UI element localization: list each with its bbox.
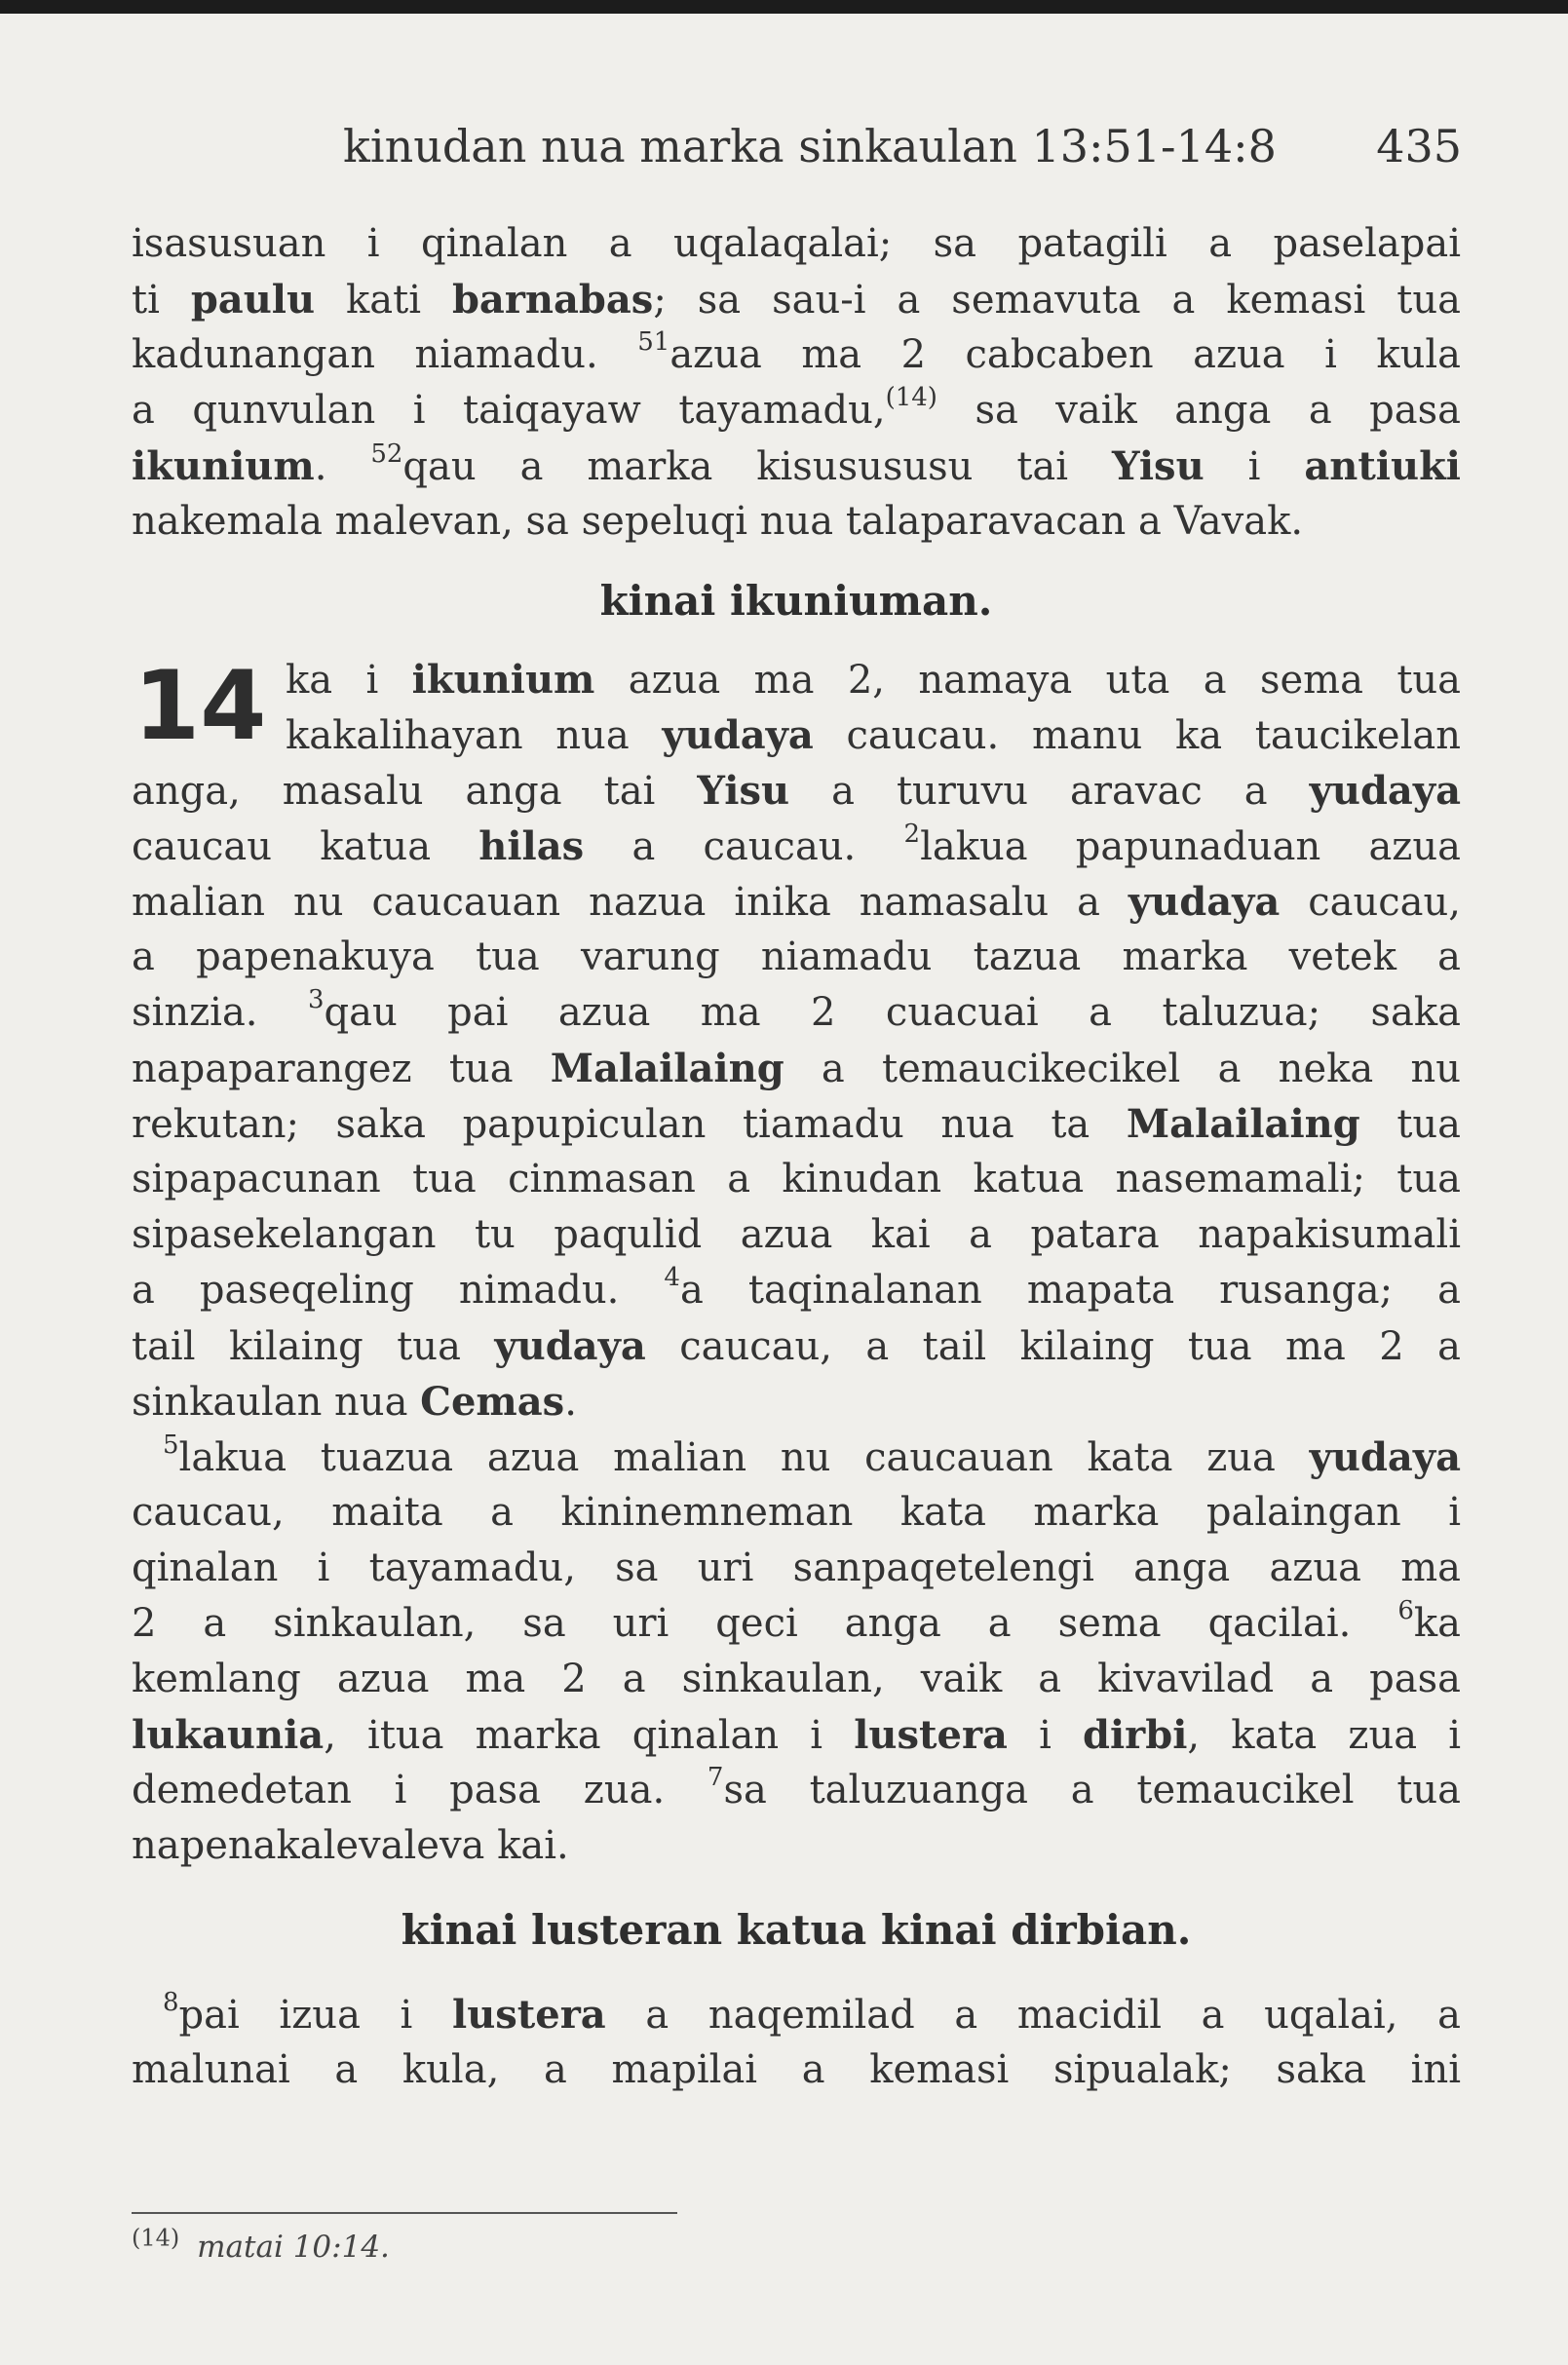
text-run: , kata zua i (1187, 1713, 1461, 1758)
chapter-number: 14 (134, 651, 267, 762)
text-line (132, 1430, 1461, 1485)
text-run: kakalihayan nua (286, 713, 663, 758)
text-line (132, 1541, 1461, 1596)
page-body (132, 216, 1461, 2098)
text-run: azua ma 2, namaya uta a sema tua (594, 658, 1461, 703)
text-run: tua (1359, 1102, 1462, 1147)
text-line (132, 1707, 1461, 1763)
text-run: a naqemilad a macidil a uqalai, a (605, 1993, 1461, 2038)
text-line (132, 216, 1461, 272)
bold-term: yudaya (1309, 1434, 1461, 1480)
text-line (132, 1485, 1461, 1541)
bold-term: lustera (452, 1992, 606, 2038)
text-run: qau pai azua ma 2 cuacuai a taluzua; saka (324, 990, 1461, 1035)
section-heading: kinai ikuniuman. (599, 577, 993, 625)
text-run: pai izua i (178, 1993, 452, 2038)
text-line (132, 1041, 1461, 1096)
text-line (132, 1652, 1461, 1707)
text-run: 2 a sinkaulan, sa uri qeci anga a sema qacilai. (132, 1601, 1398, 1646)
text-run: ; sa sau-i a semavuta a kemasi tua (653, 278, 1461, 323)
text-line (132, 874, 1461, 930)
text-run: ka i (286, 658, 412, 703)
page-number: 435 (1376, 120, 1462, 172)
text-run: qinalan i tayamadu, sa uri sanpaqetelengi anga azua ma (132, 1545, 1461, 1590)
text-run: sipapacunan tua cinmasan a kinudan katua nasemamali; tua (132, 1157, 1461, 1202)
text-line (132, 1987, 1461, 2042)
text-line (132, 1374, 1461, 1430)
text-run: . (564, 1380, 577, 1425)
text-run: napaparangez tua (132, 1047, 551, 1091)
text-line (132, 327, 1461, 383)
text-line (132, 652, 1461, 707)
text-run: a papenakuya tua varung niamadu tazua marka vetek a (132, 935, 1461, 979)
text-line (132, 763, 1461, 819)
text-run: i (1204, 444, 1305, 489)
text-run: a caucau. (584, 824, 904, 869)
text-run: sa taluzuanga a temaucikel tua (723, 1768, 1461, 1812)
verse-number: 7 (707, 1762, 724, 1792)
text-run: lakua papunaduan azua (920, 824, 1461, 869)
bold-term: lukaunia (132, 1712, 325, 1758)
paragraph (132, 1987, 1461, 2098)
text-line (132, 930, 1461, 985)
text-run: lakua tuazua azua malian nu caucauan kata zua (178, 1435, 1310, 1480)
text-line (132, 1207, 1461, 1263)
text-line (132, 439, 1461, 494)
text-line (132, 383, 1461, 439)
verse-number: (14) (885, 382, 937, 412)
text-line (132, 819, 1461, 874)
text-run: sa vaik anga a pasa (937, 388, 1461, 433)
text-line (132, 272, 1461, 327)
text-run: caucau, a tail kilaing tua ma 2 a (645, 1324, 1462, 1369)
text-run: malunai a kula, a mapilai a kemasi sipualak; saka ini (132, 2047, 1461, 2092)
bold-term: lustera (854, 1712, 1008, 1758)
text-run: a paseqeling nimadu. (132, 1268, 665, 1313)
text-run: i (1007, 1713, 1083, 1758)
bold-term: Malailaing (550, 1046, 784, 1091)
footnote-divider (132, 2212, 677, 2214)
page-header (343, 107, 1462, 185)
text-run: sipasekelangan tu paqulid azua kai a patara napakisumali (132, 1212, 1461, 1257)
bold-term: antiuki (1304, 443, 1461, 489)
paragraph (132, 1430, 1461, 1874)
text-line (132, 1263, 1461, 1318)
bold-term: yudaya (662, 712, 814, 758)
text-run: malian nu caucauan nazua inika namasalu a (132, 880, 1128, 925)
text-run: , itua marka qinalan i (324, 1713, 855, 1758)
text-run: azua ma 2 cabcaben azua i kula (669, 332, 1461, 377)
text-run: anga, masalu anga tai (132, 769, 698, 814)
text-run: kadunangan niamadu. (132, 332, 638, 377)
text-line (132, 1763, 1461, 1818)
text-run: a turuvu aravac a (789, 769, 1310, 814)
text-run: sinzia. (132, 990, 308, 1035)
bold-term: Yisu (697, 768, 790, 814)
footnote-marker: (14) (132, 2224, 180, 2252)
text-run: isasusuan i qinalan a uqalaqalai; sa patagili a paselapai (132, 221, 1461, 266)
verse-number: 52 (370, 439, 403, 469)
verse-number: 8 (163, 1987, 179, 2017)
bold-term: yudaya (1128, 879, 1281, 925)
text-run: a taqinalanan mapata rusanga; a (679, 1268, 1461, 1313)
text-run: ka (1413, 1601, 1461, 1646)
text-line (132, 1596, 1461, 1652)
text-run: kati (315, 278, 452, 323)
text-run: . (314, 444, 371, 489)
footnote-text: matai 10:14. (197, 2230, 390, 2265)
paragraph (132, 216, 1461, 550)
text-run: kemlang azua ma 2 a sinkaulan, vaik a kivavilad a pasa (132, 1657, 1461, 1701)
text-run: caucau. manu ka taucikelan (813, 713, 1461, 758)
text-run: napenakalevaleva kai. (132, 1823, 569, 1868)
text-run: rekutan; saka papupiculan tiamadu nua ta (132, 1102, 1127, 1147)
text-run: ti (132, 278, 191, 323)
bold-term: yudaya (494, 1323, 646, 1369)
verse-number: 6 (1397, 1595, 1414, 1625)
chapter-block (132, 652, 1461, 1430)
bold-term: Malailaing (1126, 1101, 1360, 1147)
verse-number: 5 (163, 1430, 179, 1460)
verse-number: 2 (903, 819, 921, 849)
text-line (132, 1096, 1461, 1152)
verse-number: 3 (307, 984, 325, 1014)
text-run: caucau, maita a kininemneman kata marka palaingan i (132, 1490, 1461, 1535)
text-line (132, 1318, 1461, 1374)
text-line (132, 707, 1461, 763)
text-line (132, 1818, 1461, 1874)
text-line (132, 1152, 1461, 1207)
bold-term: Yisu (1112, 443, 1205, 489)
bold-term: hilas (478, 823, 585, 869)
text-run: a qunvulan i taiqayaw tayamadu, (132, 388, 886, 433)
text-run: a temaucikecikel a neka nu (784, 1047, 1461, 1091)
verse-number: 51 (637, 326, 670, 357)
text-run: caucau, (1280, 880, 1462, 925)
bold-term: paulu (190, 277, 316, 323)
running-title: kinudan nua marka sinkaulan 13:51-14:8 (343, 120, 1277, 172)
text-run: tail kilaing tua (132, 1324, 495, 1369)
text-run: demedetan i pasa zua. (132, 1768, 708, 1812)
footnote (132, 2218, 390, 2276)
top-edge-rule (0, 0, 1568, 14)
text-run: caucau katua (132, 824, 479, 869)
text-line (132, 985, 1461, 1041)
bold-term: ikunium (132, 443, 315, 489)
verse-number: 4 (664, 1262, 680, 1292)
text-line (132, 494, 1461, 550)
text-line (132, 2042, 1461, 2098)
bold-term: ikunium (411, 657, 595, 703)
section-heading: kinai lusteran katua kinai dirbian. (401, 1906, 1192, 1954)
text-run: nakemala malevan, sa sepeluqi nua talaparavacan a Vavak. (132, 499, 1304, 544)
text-run: sinkaulan nua (132, 1380, 421, 1425)
text-run: qau a marka kisusususu tai (402, 444, 1112, 489)
bold-term: yudaya (1309, 768, 1462, 814)
bold-term: dirbi (1083, 1712, 1188, 1758)
bold-term: barnabas (451, 277, 654, 323)
bold-term: Cemas (420, 1379, 565, 1425)
